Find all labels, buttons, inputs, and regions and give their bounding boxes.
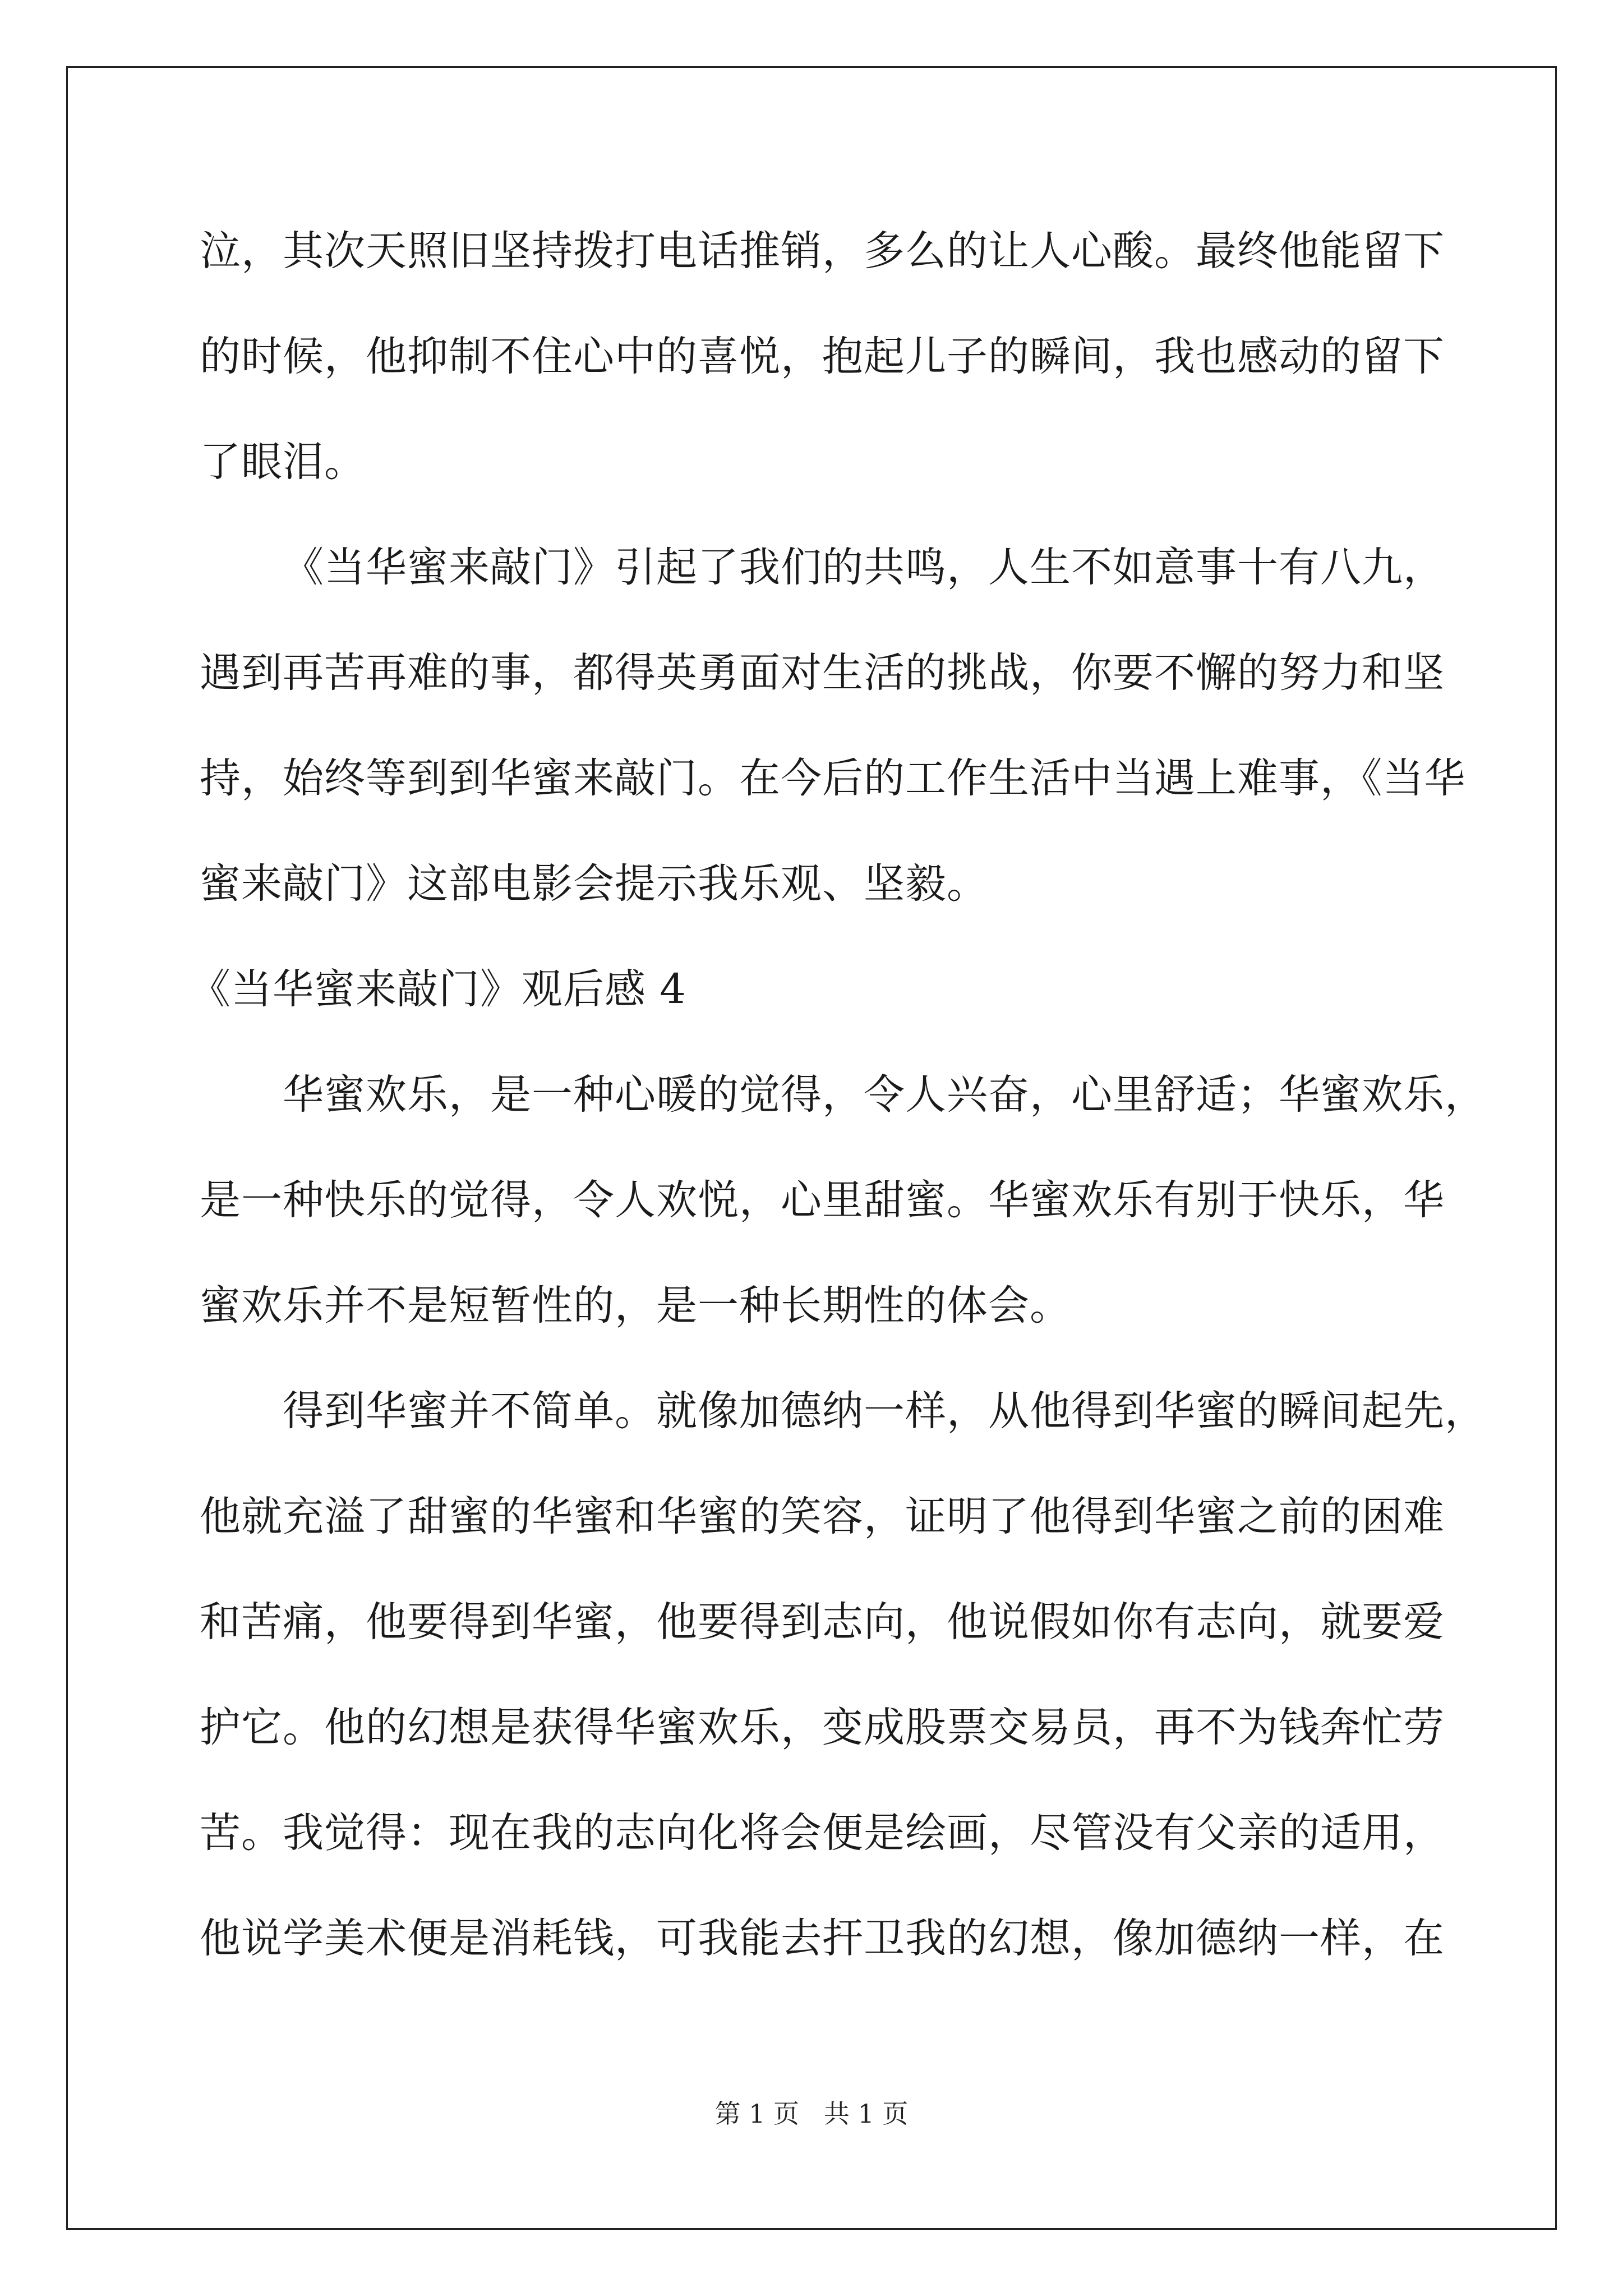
paragraph-line: 蜜来敲门》这部电影会提示我乐观、坚毅。 [200,860,988,908]
paragraph-line: 他说学美术便是消耗钱，可我能去扞卫我的幻想，像加德纳一样，在 [200,1915,1445,1962]
paragraph-line: 得到华蜜并不简单。就像加德纳一样，从他得到华蜜的瞬间起先， [283,1387,1486,1435]
paragraph-line: 护它。他的幻想是获得华蜜欢乐，变成股票交易员，再不为钱奔忙劳 [200,1704,1445,1751]
paragraph-line: 和苦痛，他要得到华蜜，他要得到志向，他说假如你有志向，就要爱 [200,1598,1445,1646]
paragraph-line: 是一种快乐的觉得，令人欢悦，心里甜蜜。华蜜欢乐有别于快乐，华 [200,1176,1445,1224]
paragraph-line: 的时候，他抑制不住心中的喜悦，抱起儿子的瞬间，我也感动的留下 [200,333,1445,380]
section-heading: 《当华蜜来敲门》观后感 4 [190,965,686,1013]
paragraph-line: 遇到再苦再难的事，都得英勇面对生活的挑战，你要不懈的努力和坚 [200,649,1445,697]
paragraph-line: 了眼泪。 [200,438,366,486]
paragraph-line: 华蜜欢乐，是一种心暖的觉得，令人兴奋，心里舒适；华蜜欢乐， [283,1071,1486,1119]
paragraph-line: 泣，其次天照旧坚持拨打电话推销，多么的让人心酸。最终他能留下 [200,227,1445,275]
paragraph-line: 蜜欢乐并不是短暂性的，是一种长期性的体会。 [200,1282,1071,1329]
page-number-footer: 第 1 页 共 1 页 [714,2099,909,2129]
paragraph-line: 他就充溢了甜蜜的华蜜和华蜜的笑容，证明了他得到华蜜之前的困难 [200,1493,1445,1540]
paragraph-line: 《当华蜜来敲门》引起了我们的共鸣，人生不如意事十有八九， [283,544,1445,591]
paragraph-line: 持，始终等到到华蜜来敲门。在今后的工作生活中当遇上难事，《当华 [200,754,1466,802]
paragraph-line: 苦。我觉得：现在我的志向化将会便是绘画，尽管没有父亲的适用， [200,1809,1445,1857]
